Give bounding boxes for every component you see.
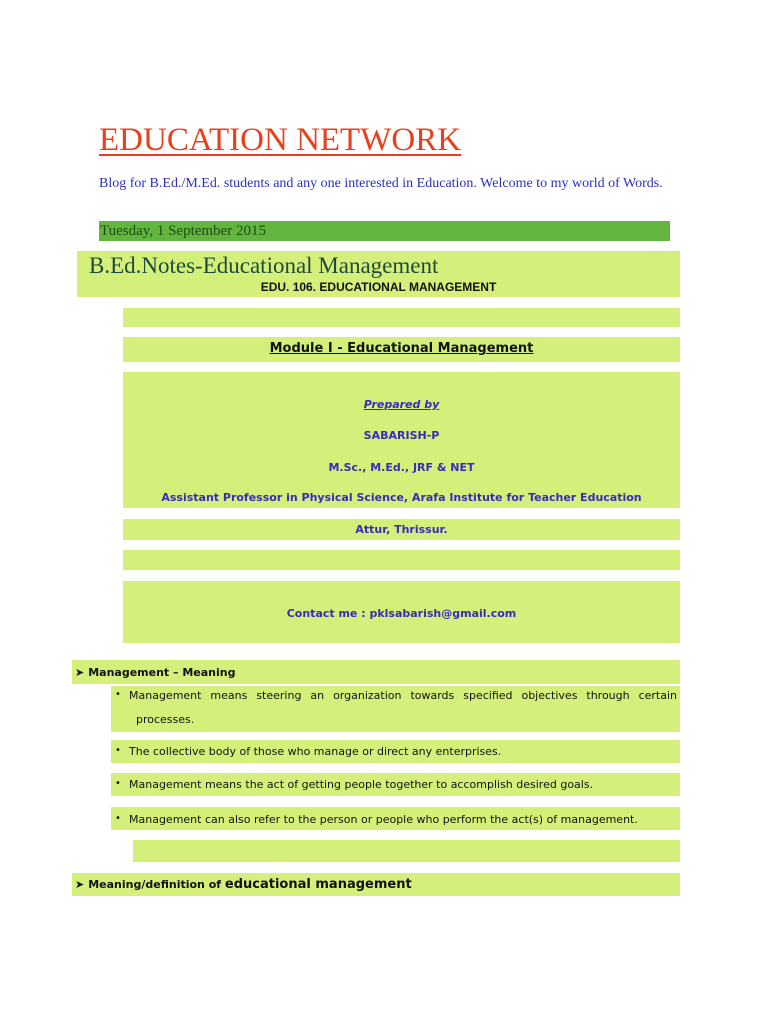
section-heading-box [72,660,680,684]
bullet-dot-icon: • [115,689,121,700]
bullet-item [111,740,680,763]
bullet-text-continuation: processes. [136,713,195,726]
arrow-bullet-icon: ➤ [75,878,85,891]
blog-title[interactable]: EDUCATION NETWORK [99,122,462,158]
prepared-by-label: Prepared by [363,398,440,411]
author-location-box [123,519,680,540]
bullet-item [111,773,680,796]
section-heading-text: Management – Meaning [88,666,236,679]
author-name: SABARISH-P [363,429,440,442]
bullet-dot-icon: • [115,778,121,789]
bullet-text: Management means steering an organization towards specified objectives through certain [129,689,677,702]
bullet-dot-icon: • [115,813,121,824]
post-date-bar [99,221,670,241]
bullet-item [111,686,680,732]
section-heading-emphasis: educational management [224,877,412,892]
author-block [123,372,680,508]
bullet-dot-icon: • [115,745,121,756]
post-title[interactable]: B.Ed.Notes-Educational Management [89,253,439,278]
highlight-spacer [133,840,680,862]
bullet-text: The collective body of those who manage or direct any enterprises. [129,745,502,758]
author-qualification: M.Sc., M.Ed., JRF & NET [328,461,475,474]
course-code: EDU. 106. EDUCATIONAL MANAGEMENT [260,280,497,294]
blog-description: Blog for B.Ed./M.Ed. students and any one interested in Education. Welcome to my world of Words. [99,176,663,191]
highlight-spacer [123,308,680,327]
author-position: Assistant Professor in Physical Science, Arafa Institute for Teacher Education [161,491,642,504]
contact-info[interactable]: Contact me : pklsabarish@gmail.com [286,607,517,620]
arrow-bullet-icon: ➤ [75,666,85,679]
module-title: Module I - Educational Management [269,341,534,356]
highlight-spacer [123,550,680,570]
bullet-text: Management can also refer to the person or people who perform the act(s) of management. [129,813,638,826]
bullet-item [111,807,680,830]
module-title-box [123,337,680,362]
section-heading-prefix: Meaning/definition of [88,878,222,891]
post-date: Tuesday, 1 September 2015 [100,223,266,239]
bullet-text: Management means the act of getting people together to accomplish desired goals. [129,778,594,791]
contact-box [123,581,680,643]
author-location: Attur, Thrissur. [355,523,448,536]
section-heading [75,877,412,892]
section-heading [75,666,235,679]
section-heading-box [72,873,680,896]
